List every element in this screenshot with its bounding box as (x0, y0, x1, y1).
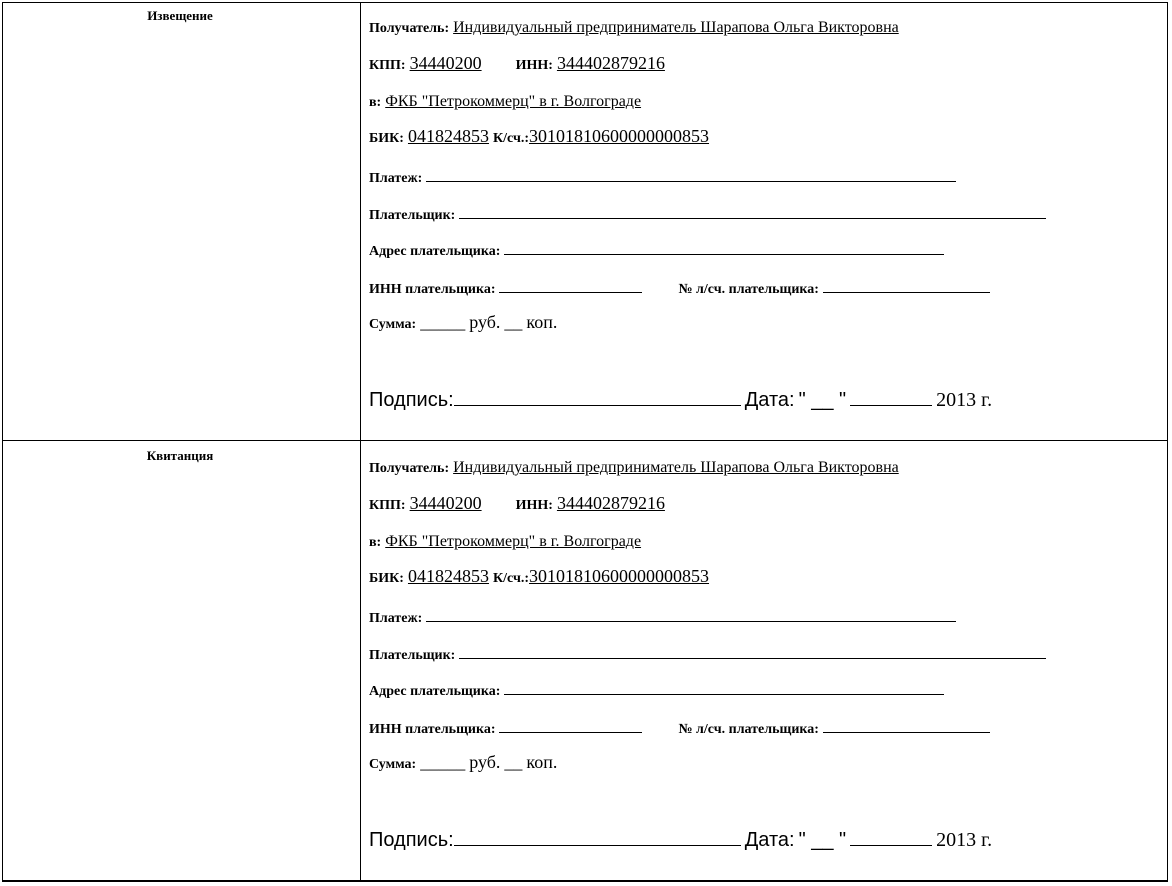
bik-label: БИК: (369, 131, 404, 146)
payer-inn-account-row (369, 278, 990, 298)
inn-value: 344402879216 (556, 53, 665, 73)
payer-account-label: № л/сч. плательщика: (678, 722, 819, 737)
section-title: Извещение (147, 8, 213, 23)
payer-inn-label: ИНН плательщика: (369, 282, 496, 297)
payment-field[interactable] (426, 607, 956, 622)
notice-section (0, 0, 1172, 440)
recipient-value: Индивидуальный предприниматель Шарапова Ольга Викторовна (453, 459, 899, 476)
payer-label: Плательщик: (369, 648, 456, 663)
bik-ks-row (369, 566, 709, 587)
sum-kop-field[interactable]: __ (504, 312, 523, 332)
kpp-label: КПП: (369, 58, 406, 73)
signature-row (369, 389, 992, 412)
sum-rub-field[interactable]: _____ (420, 752, 466, 772)
bank-label: в: (369, 95, 382, 110)
date-day-field[interactable]: " __ " (798, 829, 847, 851)
payer-address-row (369, 240, 944, 260)
payment-field[interactable] (426, 167, 956, 182)
inn-label: ИНН: (515, 58, 553, 73)
recipient-row (369, 459, 899, 477)
rub-label: руб. (469, 752, 501, 772)
payer-address-row (369, 680, 944, 700)
payer-label: Плательщик: (369, 208, 456, 223)
ks-value: 30101810600000000853 (529, 126, 710, 146)
payer-row (369, 204, 1046, 224)
recipient-label: Получатель: (369, 461, 450, 476)
payer-inn-account-row (369, 718, 990, 738)
kpp-label: КПП: (369, 498, 406, 513)
payer-address-field[interactable] (504, 240, 944, 255)
year-label: 2013 г. (936, 389, 993, 411)
payer-inn-field[interactable] (499, 718, 642, 733)
payment-row (369, 607, 956, 627)
bank-row (369, 93, 641, 111)
inn-label: ИНН: (515, 498, 553, 513)
kpp-value: 34440200 (409, 53, 482, 73)
payer-account-field[interactable] (823, 718, 990, 733)
sum-kop-field[interactable]: __ (504, 752, 523, 772)
payer-row (369, 644, 1046, 664)
signature-field[interactable] (454, 391, 741, 406)
sum-rub-field[interactable]: _____ (420, 312, 466, 332)
receipt-section (0, 440, 1172, 880)
payer-field[interactable] (459, 204, 1046, 219)
bik-label: БИК: (369, 571, 404, 586)
bank-label: в: (369, 535, 382, 550)
payer-account-label: № л/сч. плательщика: (678, 282, 819, 297)
bank-value: ФКБ "Петрокоммерц" в г. Волгограде (385, 533, 642, 550)
inn-value: 344402879216 (556, 493, 665, 513)
sum-row (369, 752, 557, 773)
payer-account-field[interactable] (823, 278, 990, 293)
ks-value: 30101810600000000853 (529, 566, 710, 586)
date-label: Дата: (744, 829, 795, 851)
recipient-value: Индивидуальный предприниматель Шарапова Ольга Викторовна (453, 19, 899, 36)
bank-row (369, 533, 641, 551)
kpp-inn-row (369, 493, 665, 514)
kop-label: коп. (526, 752, 558, 772)
payer-address-field[interactable] (504, 680, 944, 695)
payment-row (369, 167, 956, 187)
rub-label: руб. (469, 312, 501, 332)
signature-field[interactable] (454, 831, 741, 846)
bik-value: 041824853 (407, 126, 489, 146)
payer-address-label: Адрес плательщика: (369, 684, 501, 699)
signature-label: Подпись: (369, 829, 454, 851)
ks-label: К/сч.: (492, 131, 530, 146)
recipient-label: Получатель: (369, 21, 450, 36)
date-day-field[interactable]: " __ " (798, 389, 847, 411)
payment-label: Платеж: (369, 171, 423, 186)
recipient-row (369, 19, 899, 37)
signature-label: Подпись: (369, 389, 454, 411)
date-month-field[interactable] (850, 391, 932, 406)
date-label: Дата: (744, 389, 795, 411)
bik-value: 041824853 (407, 566, 489, 586)
payment-label: Платеж: (369, 611, 423, 626)
bik-ks-row (369, 126, 709, 147)
bank-value: ФКБ "Петрокоммерц" в г. Волгограде (385, 93, 642, 110)
date-month-field[interactable] (850, 831, 932, 846)
ks-label: К/сч.: (492, 571, 530, 586)
kpp-inn-row (369, 53, 665, 74)
sum-row (369, 312, 557, 333)
year-label: 2013 г. (936, 829, 993, 851)
signature-row (369, 829, 992, 852)
sum-label: Сумма: (369, 757, 417, 772)
sum-label: Сумма: (369, 317, 417, 332)
section-title: Квитанция (146, 448, 214, 463)
kpp-value: 34440200 (409, 493, 482, 513)
kop-label: коп. (526, 312, 558, 332)
payer-address-label: Адрес плательщика: (369, 244, 501, 259)
payer-inn-field[interactable] (499, 278, 642, 293)
payer-inn-label: ИНН плательщика: (369, 722, 496, 737)
payer-field[interactable] (459, 644, 1046, 659)
